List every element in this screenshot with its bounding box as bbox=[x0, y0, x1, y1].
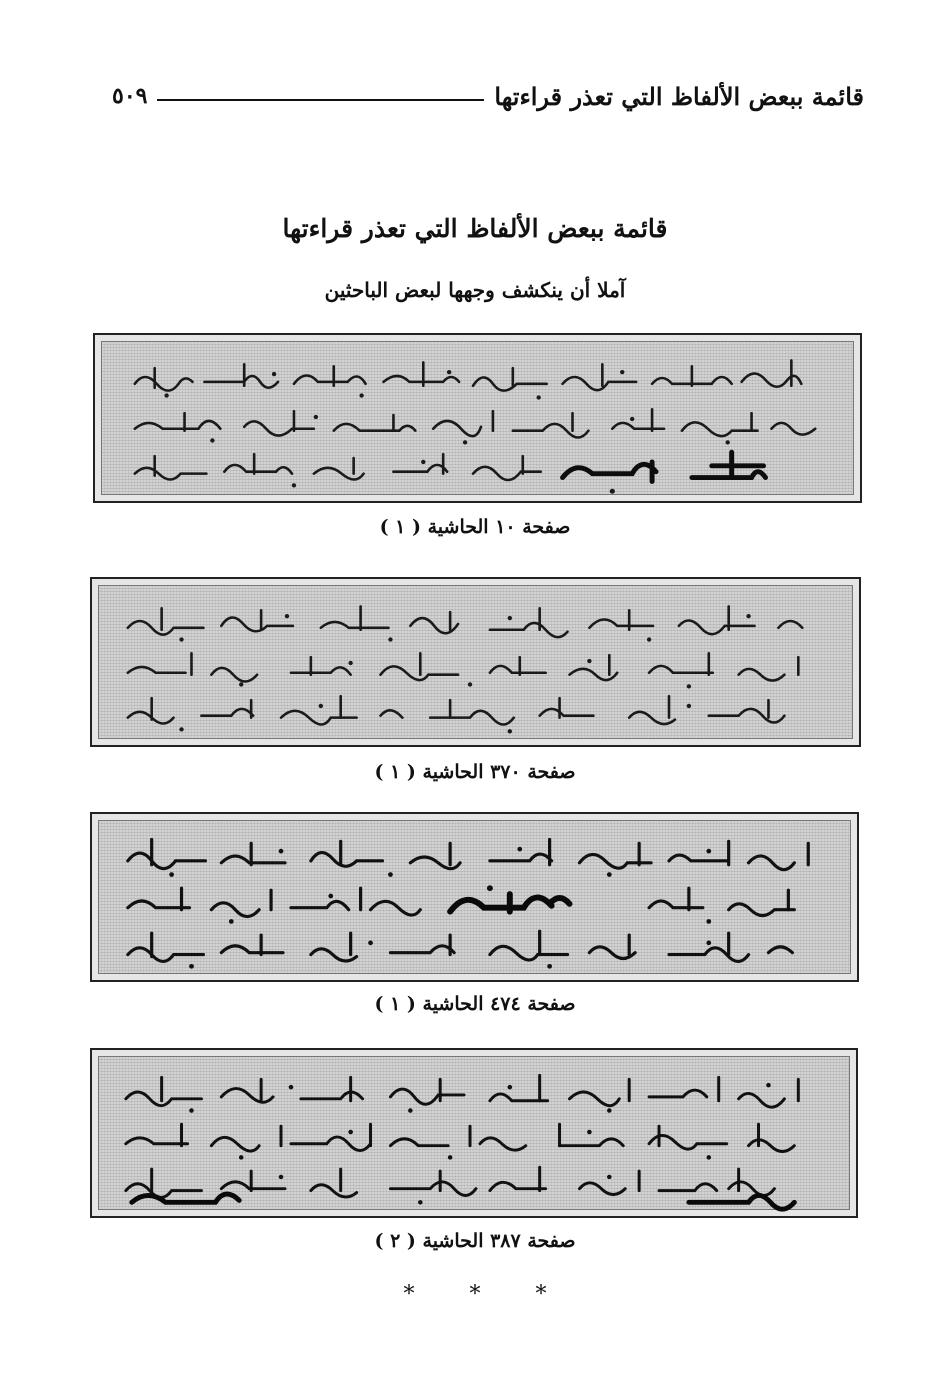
manuscript-facsimile-2 bbox=[90, 577, 861, 747]
facsimile-caption-1: صفحة ١٠ الحاشية ( ١ ) bbox=[379, 516, 571, 538]
facsimile-caption-4: صفحة ٣٨٧ الحاشية ( ٢ ) bbox=[374, 1230, 576, 1252]
manuscript-facsimile-1 bbox=[93, 333, 862, 503]
page-subtitle: آملا أن ينكشف وجهها لبعض الباحثين bbox=[324, 278, 626, 302]
facsimile-caption-3: صفحة ٤٧٤ الحاشية ( ١ ) bbox=[374, 993, 576, 1015]
page-number: ٥٠٩ bbox=[112, 83, 148, 109]
manuscript-script-image bbox=[95, 335, 860, 501]
running-header bbox=[112, 76, 864, 116]
manuscript-script-image bbox=[92, 1050, 856, 1216]
manuscript-facsimile-4 bbox=[90, 1048, 858, 1218]
manuscript-script-image bbox=[92, 579, 859, 745]
manuscript-facsimile-3 bbox=[90, 812, 859, 982]
facsimile-caption-2: صفحة ٣٧٠ الحاشية ( ١ ) bbox=[374, 761, 576, 783]
manuscript-script-image bbox=[92, 814, 857, 980]
running-title: قائمة ببعض الألفاظ التي تعذر قراءتها bbox=[494, 81, 864, 111]
section-ornament: * * * bbox=[403, 1282, 571, 1307]
page-title: قائمة ببعض الألفاظ التي تعذر قراءتها bbox=[282, 214, 668, 243]
header-rule bbox=[157, 99, 484, 101]
